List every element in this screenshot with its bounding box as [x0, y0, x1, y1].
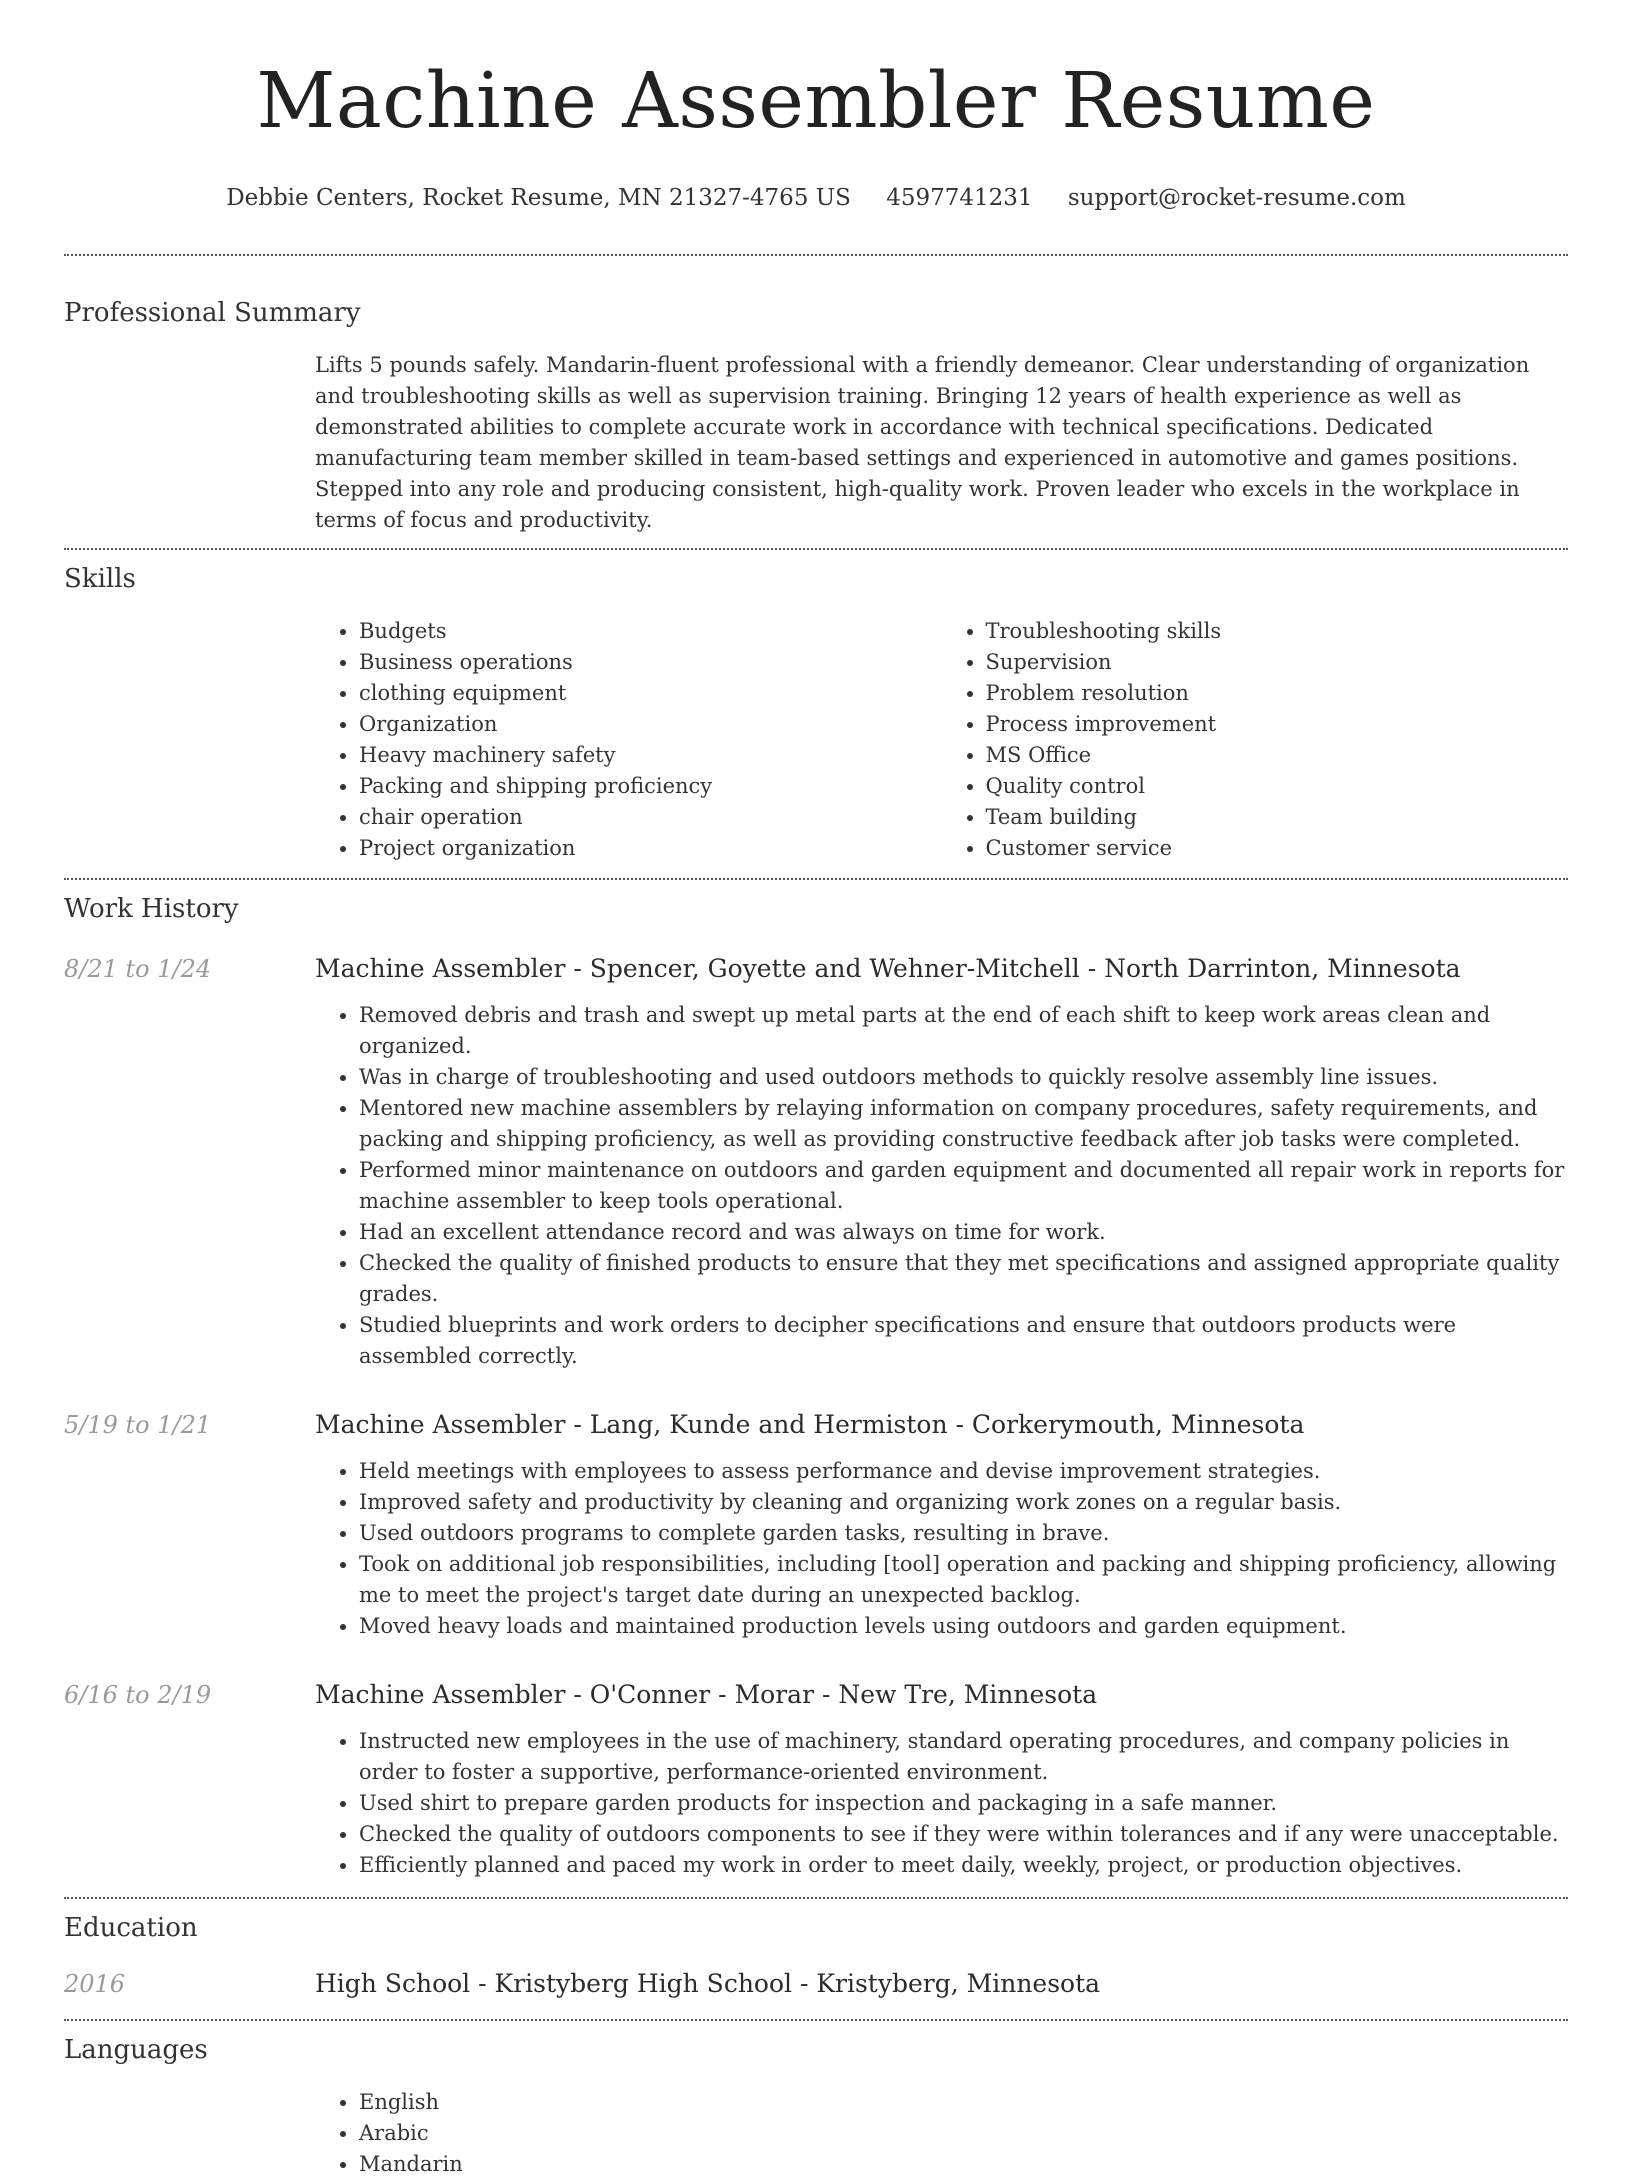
list-item: • Improved safety and productivity by cleaning and organizing work zones on a regular basis.: [359, 1487, 1568, 1518]
languages-list: [315, 2087, 1568, 2180]
list-item: • Performed minor maintenance on outdoors and garden equipment and documented all repair work in reports for machine assembler to keep tools operational.: [359, 1155, 1568, 1217]
list-item: • Removed debris and trash and swept up metal parts at the end of each shift to keep work areas clean and organized.: [359, 1000, 1568, 1062]
divider: [64, 254, 1568, 256]
contact-line: [64, 182, 1568, 214]
contact-phone: 4597741231: [886, 185, 1033, 211]
job-date: 5/19 to 1/21: [64, 1411, 212, 1439]
job-bullets: [315, 1456, 1568, 1642]
list-item: • Used outdoors programs to complete garden tasks, resulting in brave.: [359, 1518, 1568, 1549]
education-heading: High School - Kristyberg High School - Kristyberg, Minnesota: [315, 1969, 1101, 1998]
list-item: • Troubleshooting skills: [986, 616, 1569, 647]
list-item: • MS Office: [986, 740, 1569, 771]
education-date: 2016: [64, 1970, 126, 1998]
divider: [64, 878, 1568, 880]
job-heading: Machine Assembler - Spencer, Goyette and Wehner-Mitchell - North Darrinton, Minnesota: [315, 954, 1461, 983]
list-item: • Arabic: [359, 2118, 1568, 2149]
list-item: • Project organization: [359, 833, 942, 864]
list-item: • Team building: [986, 802, 1569, 833]
list-item: • Heavy machinery safety: [359, 740, 942, 771]
skills-list-left: [315, 616, 942, 864]
list-item: • Process improvement: [986, 709, 1569, 740]
section-title-languages: Languages: [64, 2035, 208, 2065]
divider: [64, 548, 1568, 550]
summary-text: Lifts 5 pounds safely. Mandarin-fluent professional with a friendly demeanor. Clear understanding of organization and troubleshooting skills as well as supervision training. Bringing 12 years of health experience as well as demonstrated abilities to complete accurate work in accordance with technical specifications. Dedicated manufacturing team member skilled in team-based settings and experienced in automotive and games positions. Stepped into any role and producing consistent, high-quality work. Proven leader who excels in the workplace in terms of focus and productivity.: [315, 353, 1530, 532]
section-title-skills: Skills: [64, 564, 136, 594]
section-title-education: Education: [64, 1913, 198, 1943]
list-item: • Studied blueprints and work orders to decipher specifications and ensure that outdoors products were assembled correctly.: [359, 1310, 1568, 1372]
job-bullets: [315, 1726, 1568, 1881]
skills-columns: [315, 616, 1568, 864]
list-item: • Budgets: [359, 616, 942, 647]
contact-email: support@rocket-resume.com: [1067, 185, 1406, 211]
list-item: • clothing equipment: [359, 678, 942, 709]
languages-body: [315, 2087, 1568, 2180]
job-bullets: [315, 1000, 1568, 1372]
education-entry: [64, 1967, 1568, 2001]
job-date: 8/21 to 1/24: [64, 955, 212, 983]
list-item: • Mentored new machine assemblers by relaying information on company procedures, safety requirements, and packing and shipping proficiency, as well as providing constructive feedback after job tasks were completed.: [359, 1093, 1568, 1155]
summary-body: [315, 350, 1568, 536]
job-details: [315, 1408, 1568, 1642]
list-item: • Took on additional job responsibilities, including [tool] operation and packing and shipping proficiency, allowing me to meet the project's target date during an unexpected backlog.: [359, 1549, 1568, 1611]
job-date: 6/16 to 2/19: [64, 1681, 212, 1709]
list-item: • Supervision: [986, 647, 1569, 678]
list-item: • Organization: [359, 709, 942, 740]
resume-title: Machine Assembler Resume: [256, 57, 1376, 146]
job-heading: Machine Assembler - Lang, Kunde and Hermiston - Corkerymouth, Minnesota: [315, 1410, 1305, 1439]
list-item: • Checked the quality of outdoors components to see if they were within tolerances and if any were unacceptable.: [359, 1819, 1568, 1850]
contact-address: Debbie Centers, Rocket Resume, MN 21327-4765 US: [226, 185, 851, 211]
list-item: • Customer service: [986, 833, 1569, 864]
list-item: • Mandarin: [359, 2149, 1568, 2180]
list-item: • English: [359, 2087, 1568, 2118]
resume-page: [64, 0, 1568, 2180]
list-item: • Used shirt to prepare garden products for inspection and packaging in a safe manner.: [359, 1788, 1568, 1819]
list-item: • Held meetings with employees to assess performance and devise improvement strategies.: [359, 1456, 1568, 1487]
list-item: • Packing and shipping proficiency: [359, 771, 942, 802]
list-item: • Business operations: [359, 647, 942, 678]
job-entry: [64, 1678, 1568, 1881]
section-title-work: Work History: [64, 894, 239, 924]
skills-list-right: [942, 616, 1569, 864]
job-entry: [64, 952, 1568, 1372]
list-item: • Quality control: [986, 771, 1569, 802]
job-heading: Machine Assembler - O'Conner - Morar - New Tre, Minnesota: [315, 1680, 1098, 1709]
list-item: • Efficiently planned and paced my work in order to meet daily, weekly, project, or production objectives.: [359, 1850, 1568, 1881]
list-item: • Had an excellent attendance record and was always on time for work.: [359, 1217, 1568, 1248]
list-item: • Instructed new employees in the use of machinery, standard operating procedures, and company policies in order to foster a supportive, performance-oriented environment.: [359, 1726, 1568, 1788]
list-item: • chair operation: [359, 802, 942, 833]
job-details: [315, 1678, 1568, 1881]
education-details: [315, 1967, 1568, 2001]
list-item: • Moved heavy loads and maintained production levels using outdoors and garden equipment.: [359, 1611, 1568, 1642]
divider: [64, 2019, 1568, 2021]
list-item: • Problem resolution: [986, 678, 1569, 709]
divider: [64, 1897, 1568, 1899]
job-entry: [64, 1408, 1568, 1642]
section-title-summary: Professional Summary: [64, 298, 361, 328]
job-details: [315, 952, 1568, 1372]
list-item: • Was in charge of troubleshooting and used outdoors methods to quickly resolve assembly line issues.: [359, 1062, 1568, 1093]
list-item: • Checked the quality of finished products to ensure that they met specifications and assigned appropriate quality grades.: [359, 1248, 1568, 1310]
